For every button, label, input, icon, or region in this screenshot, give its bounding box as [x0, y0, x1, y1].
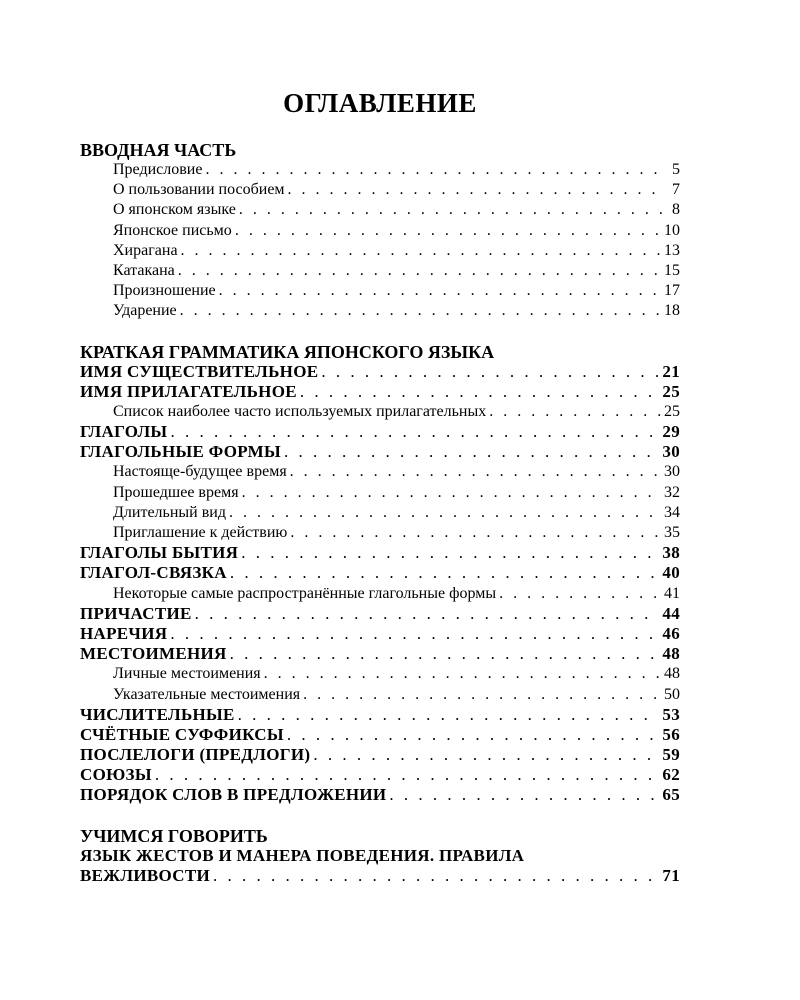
dot-leader: [170, 422, 659, 442]
toc-entry-subsection[interactable]: [80, 241, 680, 261]
dot-leader: [290, 523, 661, 543]
toc-entry-page-number: 62: [662, 765, 680, 785]
toc-entry-page-number: 8: [672, 201, 680, 219]
toc-entry-chapter[interactable]: [80, 705, 680, 725]
toc-entry-page-number: 50: [664, 685, 680, 703]
toc-entry-chapter[interactable]: [80, 362, 680, 382]
section-spacer: [80, 322, 680, 342]
toc-entry-label: Длительный вид: [113, 503, 226, 521]
toc-entry-label: Ударение: [113, 302, 177, 320]
toc-entry-wrapped-line[interactable]: ЯЗЫК ЖЕСТОВ И МАНЕРА ПОВЕДЕНИЯ. ПРАВИЛА: [80, 845, 525, 865]
toc-entry-label: МЕСТОИМЕНИЯ: [80, 644, 227, 664]
section-heading: ВВОДНАЯ ЧАСТЬ: [80, 140, 237, 160]
toc-entry-page-number: 48: [664, 665, 680, 683]
toc-entry-chapter[interactable]: [80, 785, 680, 805]
dot-leader: [213, 866, 659, 886]
dot-leader: [181, 241, 661, 261]
toc-entry-page-number: 32: [664, 483, 680, 501]
dot-leader: [242, 483, 661, 503]
toc-entry-page-number: 41: [664, 584, 680, 602]
toc-entry-label: ГЛАГОЛЫ БЫТИЯ: [80, 543, 239, 563]
dot-leader: [155, 765, 660, 785]
toc-entry-subsection[interactable]: [80, 685, 680, 705]
toc-entry-label: СЧЁТНЫЕ СУФФИКСЫ: [80, 724, 284, 744]
dot-leader: [300, 382, 660, 402]
toc-entry-label: Настояще-будущее время: [113, 463, 287, 481]
toc-entry-page-number: 17: [664, 282, 680, 300]
toc-entry-chapter[interactable]: [80, 725, 680, 745]
toc-entry-label: Список наиболее часто используемых прилагательных: [113, 402, 487, 420]
toc-entry-chapter[interactable]: [80, 745, 680, 765]
toc-entry-page-number: 30: [662, 442, 680, 462]
toc-entry-page-number: 40: [662, 563, 680, 583]
toc-entry-label: ИМЯ ПРИЛАГАТЕЛЬНОЕ: [80, 381, 297, 401]
toc-entry-chapter[interactable]: [80, 442, 680, 462]
toc-entry-page-number: 10: [664, 221, 680, 239]
dot-leader: [205, 160, 663, 180]
toc-entry-page-number: 25: [662, 381, 680, 401]
toc-entry-label: Предисловие: [113, 161, 203, 178]
toc-entry-chapter[interactable]: [80, 543, 680, 563]
toc-entry-page-number: 71: [662, 865, 680, 885]
toc-entry-subsection[interactable]: [80, 483, 680, 503]
dot-leader: [321, 362, 659, 382]
toc-entry-label: ВЕЖЛИВОСТИ: [80, 865, 210, 885]
dot-leader: [284, 442, 659, 462]
toc-entry-label: Личные местоимения: [113, 665, 261, 683]
toc-entry-page-number: 7: [672, 181, 680, 199]
dot-leader: [264, 664, 661, 684]
toc-entry-page-number: 48: [662, 644, 680, 664]
toc-entry-chapter[interactable]: [80, 563, 680, 583]
toc-entry-page-number: 38: [662, 543, 680, 563]
dot-leader: [290, 462, 661, 482]
dot-leader: [389, 785, 659, 805]
toc-entry-label: Произношение: [113, 282, 216, 300]
toc-entry-page-number: 35: [664, 524, 680, 541]
toc-entry-page-number: 13: [664, 241, 680, 259]
toc-entry-label: ГЛАГОЛ-СВЯЗКА: [80, 563, 227, 583]
dot-leader: [178, 261, 661, 281]
toc-entry-label: ГЛАГОЛЫ: [80, 422, 168, 442]
toc-entry-subsection[interactable]: [80, 584, 680, 604]
dot-leader: [287, 725, 660, 745]
toc-entry-page-number: 25: [664, 402, 680, 420]
dot-leader: [219, 281, 661, 301]
toc-entry-subsection[interactable]: [80, 523, 680, 543]
dot-leader: [195, 604, 660, 624]
toc-entry-label: Хирагана: [113, 241, 178, 259]
toc-entry-chapter[interactable]: [80, 604, 680, 624]
dot-leader: [239, 200, 663, 220]
section-heading: УЧИМСЯ ГОВОРИТЬ: [80, 825, 268, 846]
toc-entry-page-number: 21: [662, 361, 680, 381]
toc-entry-subsection[interactable]: [80, 462, 680, 482]
dot-leader: [288, 180, 663, 200]
dot-leader: [241, 543, 659, 563]
toc-entry-subsection[interactable]: [80, 281, 680, 301]
toc-entry-subsection[interactable]: [80, 503, 680, 523]
page-title: ОГЛАВЛЕНИЕ: [283, 88, 477, 118]
section-spacer: [80, 806, 680, 826]
toc-entry-chapter[interactable]: [80, 866, 680, 886]
dot-leader: [230, 644, 660, 664]
toc-entry-label: ПОСЛЕЛОГИ (ПРЕДЛОГИ): [80, 745, 311, 765]
dot-leader: [229, 503, 661, 523]
toc-entry-subsection[interactable]: [80, 402, 680, 422]
toc-entry-page-number: 65: [662, 785, 680, 805]
toc-entry-label: О японском языке: [113, 201, 236, 219]
toc-entry-chapter[interactable]: [80, 765, 680, 785]
toc-entry-page-number: 5: [672, 161, 680, 178]
dot-leader: [235, 221, 661, 241]
toc-entry-subsection[interactable]: [80, 301, 680, 321]
toc-entry-label: Приглашение к действию: [113, 524, 288, 541]
toc-entry-chapter[interactable]: [80, 624, 680, 644]
dot-leader: [489, 402, 661, 422]
toc-entry-page-number: 46: [662, 623, 680, 643]
toc-entry-label: Японское письмо: [113, 221, 232, 239]
toc-entry-chapter[interactable]: [80, 644, 680, 664]
toc-entry-page-number: 59: [662, 745, 680, 765]
dot-leader: [230, 563, 660, 583]
toc-entry-page-number: 34: [664, 503, 680, 521]
toc-entry-subsection[interactable]: [80, 180, 680, 200]
toc-entry-label: Катакана: [113, 261, 175, 279]
toc-entry-subsection[interactable]: [80, 160, 680, 180]
dot-leader: [170, 624, 659, 644]
toc-entry-label: НАРЕЧИЯ: [80, 623, 168, 643]
toc-entry-page-number: 18: [664, 302, 680, 320]
toc-entry-chapter[interactable]: [80, 422, 680, 442]
toc-entry-label: ПОРЯДОК СЛОВ В ПРЕДЛОЖЕНИИ: [80, 785, 387, 805]
toc-entry-page-number: 44: [662, 603, 680, 623]
toc-entry-page-number: 29: [662, 422, 680, 442]
toc-entry-label: ЧИСЛИТЕЛЬНЫЕ: [80, 704, 235, 724]
toc-entry-label: ИМЯ СУЩЕСТВИТЕЛЬНОЕ: [80, 361, 319, 381]
toc-entry-label: Некоторые самые распространённые глагольные формы: [113, 584, 497, 602]
toc-entry-subsection[interactable]: [80, 221, 680, 241]
toc-entry-subsection[interactable]: [80, 664, 680, 684]
toc-entry-label: Указательные местоимения: [113, 685, 301, 703]
dot-leader: [313, 745, 659, 765]
toc-entry-page-number: 30: [664, 463, 680, 481]
toc-entry-chapter[interactable]: [80, 382, 680, 402]
toc-entry-subsection[interactable]: [80, 261, 680, 281]
toc-entry-label: Прошедшее время: [113, 483, 239, 501]
dot-leader: [499, 584, 661, 604]
toc-entry-page-number: 15: [664, 261, 680, 279]
toc-entry-label: О пользовании пособием: [113, 181, 285, 199]
toc-entry-page-number: 56: [662, 724, 680, 744]
toc-entry-label: ПРИЧАСТИЕ: [80, 603, 192, 623]
toc-entry-subsection[interactable]: [80, 200, 680, 220]
dot-leader: [180, 301, 661, 321]
toc-entry-label: СОЮЗЫ: [80, 765, 152, 785]
toc-entry-label: ГЛАГОЛЬНЫЕ ФОРМЫ: [80, 442, 282, 462]
dot-leader: [238, 705, 660, 725]
dot-leader: [303, 685, 661, 705]
section-heading: КРАТКАЯ ГРАММАТИКА ЯПОНСКОГО ЯЗЫКА: [80, 341, 495, 362]
toc-entry-page-number: 53: [662, 704, 680, 724]
table-of-contents: [80, 140, 680, 886]
